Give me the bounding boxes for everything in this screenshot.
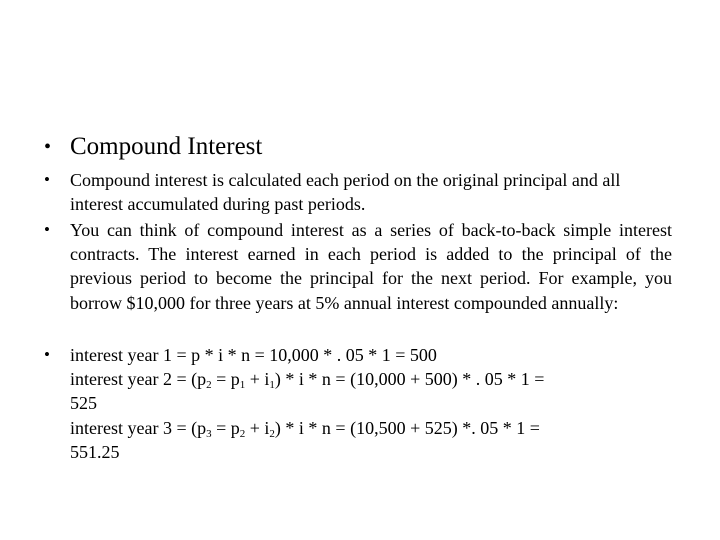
- calc-text: ) * i * n = (10,000 + 500) * . 05 * 1 =: [274, 369, 545, 390]
- bullet-icon: •: [44, 136, 52, 158]
- calc-year-3-result: 551.25: [70, 441, 120, 462]
- subscript: 2: [239, 427, 246, 440]
- calc-text: interest year 2 = (p: [70, 369, 207, 390]
- calculation-block: [70, 343, 672, 464]
- bullet-point-calculations: [44, 343, 672, 464]
- bullet-icon: •: [44, 345, 50, 364]
- point-text: Compound interest is calculated each period on the original principal and all interest accumulated during past periods.: [70, 170, 621, 215]
- subscript: 2: [269, 427, 275, 440]
- calc-text: interest year 3 = (p: [70, 417, 207, 438]
- point-text: You can think of compound interest as a series of back-to-back simple interest contracts. The interest earned in each period is added to the principal of the previous period to become the principal for the next period. For example, you borrow $10,000 for three years at 5% annual interest compounded annually:: [70, 220, 672, 313]
- slide-title: Compound Interest: [70, 133, 263, 160]
- calc-text: = p: [211, 417, 240, 438]
- subscript: 3: [206, 427, 212, 440]
- calc-year-2-result: 525: [70, 393, 97, 414]
- title-row: [44, 132, 262, 162]
- bullet-icon: •: [44, 220, 50, 239]
- calc-text: + i: [245, 369, 270, 390]
- bullet-point-1: [44, 168, 672, 216]
- calc-year-3: [70, 416, 672, 440]
- subscript: 2: [206, 379, 212, 392]
- calc-year-1: interest year 1 = p * i * n = 10,000 * . 05 * 1 = 500: [70, 345, 437, 365]
- calc-text: + i: [245, 417, 270, 438]
- calc-text: = p: [211, 369, 240, 390]
- bullet-point-2: [44, 218, 672, 315]
- subscript: 1: [269, 379, 275, 392]
- bullet-icon: •: [44, 170, 50, 189]
- calc-text: ) * i * n = (10,500 + 525) *. 05 * 1 =: [274, 417, 540, 438]
- subscript: 1: [239, 379, 246, 392]
- calc-year-2: [70, 367, 672, 391]
